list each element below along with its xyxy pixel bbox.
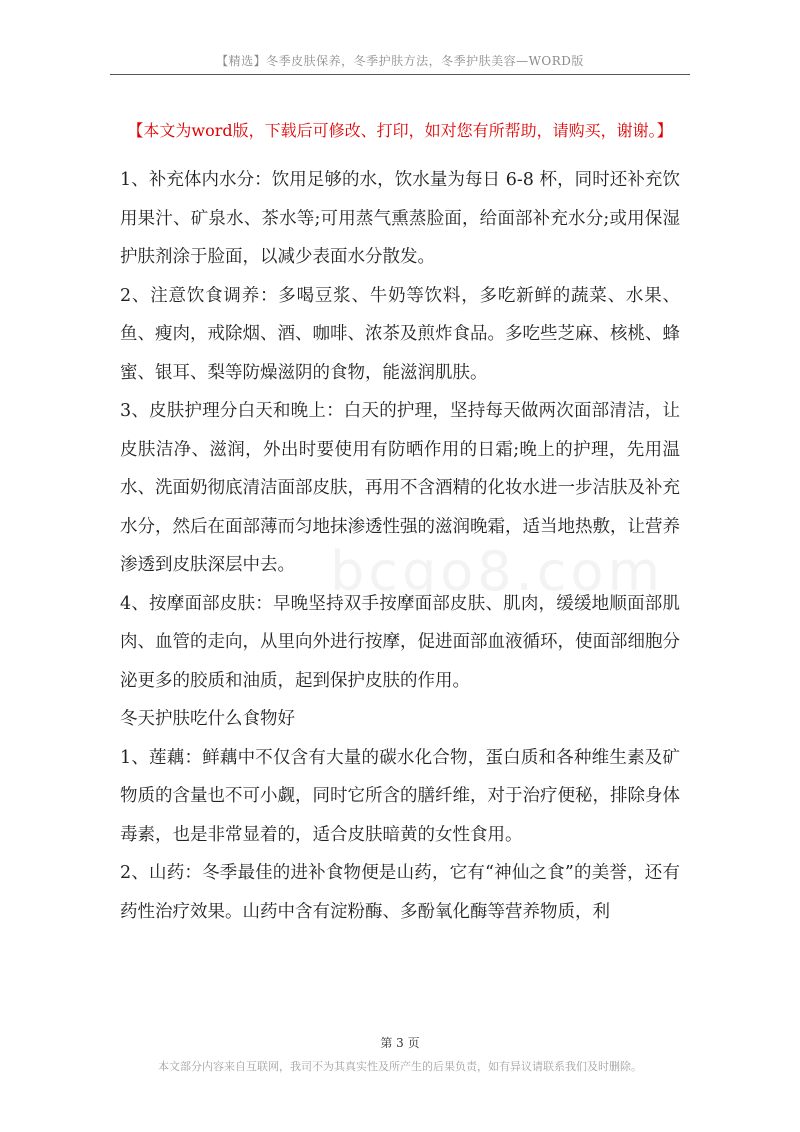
page-number: 第 3 页 [380,1036,420,1050]
footer-disclaimer: 本文部分内容来自互联网，我司不为其真实性及所产生的后果负责，如有异议请联系我们及时删除。 [158,1060,642,1073]
word-version-notice: 【本文为word版，下载后可修改、打印，如对您有所帮助，请购买，谢谢。】 [127,121,673,140]
header-divider [110,74,690,75]
paragraph-massage: 4、按摩面部皮肤：早晚坚持双手按摩面部皮肤、肌肉，缓缓地顺面部肌肉、血管的走向，从里向外进行按摩，促进面部血液循环，使面部细胞分泌更多的胶质和油质，起到保护皮肤的作用。 [120,593,680,691]
paragraph-yam: 2、山药：冬季最佳的进补食物便是山药，它有“神仙之食”的美誉，还有药性治疗效果。山药中含有淀粉酶、多酚氧化酶等营养物质，利 [120,863,680,922]
page-header: 【精选】冬季皮肤保养，冬季护肤方法，冬季护肤美容—WORD版 [216,54,584,68]
section-heading-foods: 冬天护肤吃什么食物好 [120,709,295,729]
paragraph-lotus-root: 1、莲藕：鲜藕中不仅含有大量的碳水化合物，蛋白质和各种维生素及矿物质的含量也不可小觑，同时它所含的膳纤维，对于治疗便秘，排除身体毒素，也是非常显着的，适合皮肤暗黄的女性食用。 [120,747,680,845]
watermark: bcgo8.com [330,540,665,603]
document-body [120,161,680,931]
paragraph-skin-care: 3、皮肤护理分白天和晚上：白天的护理，坚持每天做两次面部清洁，让皮肤洁净、滋润，外出时要使用有防晒作用的日霜;晚上的护理，先用温水、洗面奶彻底清洁面部皮肤，再用不含酒精的化妆水进一步洁肤及补充水分，然后在面部薄而匀地抹渗透性强的滋润晚霜，适当地热敷，让营养渗透到皮肤深层中去。 [120,401,680,575]
paragraph-hydration: 1、补充体内水分：饮用足够的水，饮水量为每日 6-8 杯，同时还补充饮用果汁、矿泉水、茶水等;可用蒸气熏蒸脸面，给面部补充水分;或用保湿护肤剂涂于脸面，以减少表面水分散发。 [120,170,680,267]
paragraph-diet: 2、注意饮食调养：多喝豆浆、牛奶等饮料，多吃新鲜的蔬菜、水果、鱼、瘦肉，戒除烟、酒、咖啡、浓茶及煎炸食品。多吃些芝麻、核桃、蜂蜜、银耳、梨等防燥滋阴的食物，能滋润肌肤。 [120,285,680,383]
